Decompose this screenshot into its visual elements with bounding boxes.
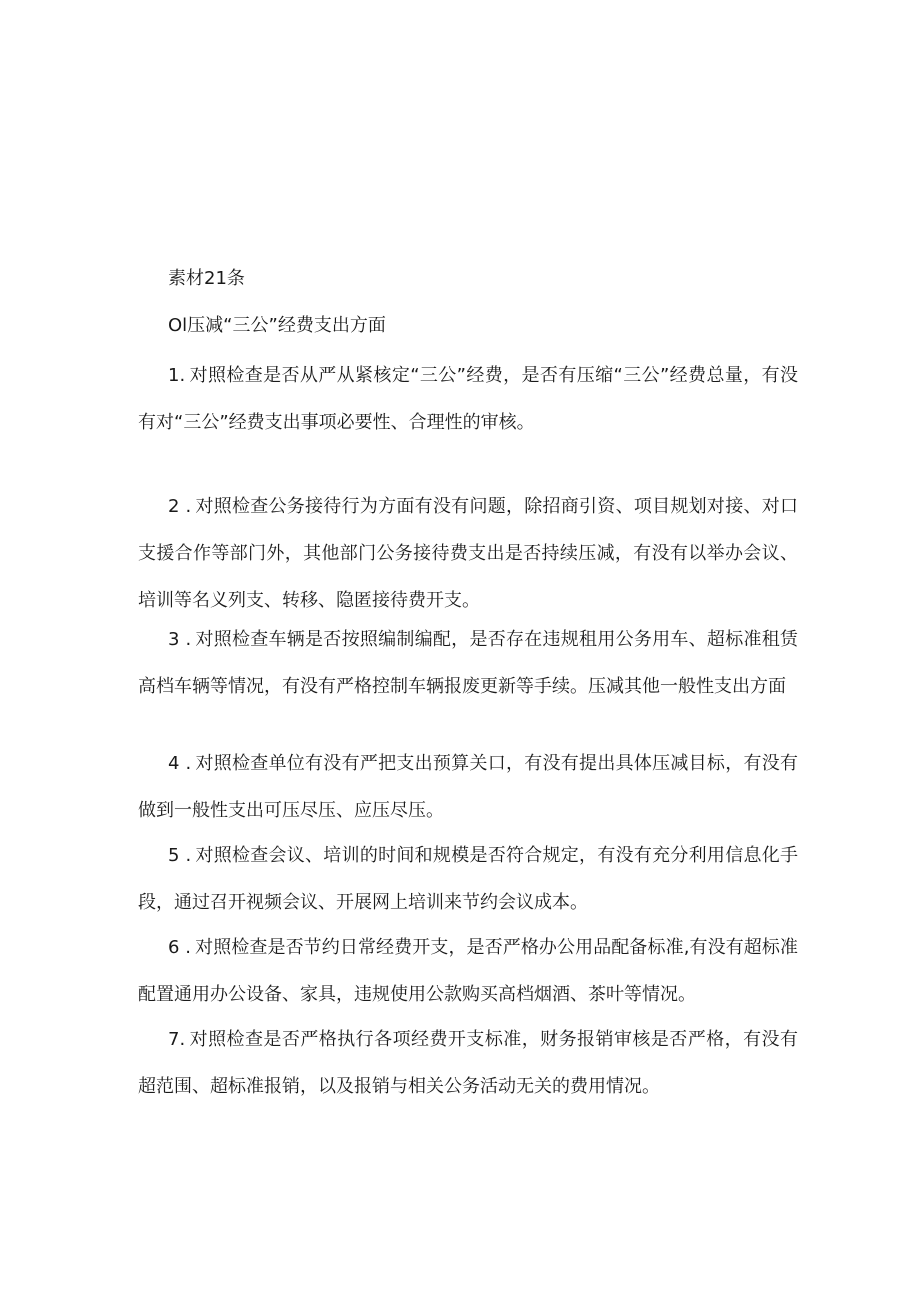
item-number: 2 . <box>168 496 192 517</box>
item-number: 1. <box>168 365 186 386</box>
item-text: 对照检查单位有没有严把支出预算关口，有没有提出具体压减目标，有没有做到一般性支出可压尽压、应压尽压。 <box>138 753 798 821</box>
list-item <box>138 1016 798 1110</box>
item-number: 7. <box>168 1029 186 1050</box>
item-text: 对照检查是否严格执行各项经费开支标准，财务报销审核是否严格，有没有超范围、超标准报销，以及报销与相关公务活动无关的费用情况。 <box>138 1029 798 1097</box>
list-item <box>138 616 798 710</box>
list-item <box>138 352 798 446</box>
item-number: 3 . <box>168 629 192 650</box>
list-item <box>138 483 798 624</box>
list-item <box>138 832 798 926</box>
document-title: 素材21条 <box>168 268 245 289</box>
item-number: 6 . <box>168 937 191 958</box>
list-item <box>138 924 798 1018</box>
item-text: 对照检查车辆是否按照编制编配，是否存在违规租用公务用车、超标准租赁高档车辆等情况，有没有严格控制车辆报废更新等手续。压减其他一般性支出方面 <box>138 629 798 697</box>
list-item <box>138 740 798 834</box>
item-number: 5 . <box>168 845 192 866</box>
item-text: 对照检查是否节约日常经费开支，是否严格办公用品配备标准,有没有超标准配置通用办公设备、家具，违规使用公款购买高档烟酒、茶叶等情况。 <box>138 937 798 1005</box>
section-heading: Ol压减“三公”经费支出方面 <box>168 315 386 336</box>
item-text: 对照检查会议、培训的时间和规模是否符合规定，有没有充分利用信息化手段，通过召开视频会议、开展网上培训来节约会议成本。 <box>138 845 798 913</box>
item-text: 对照检查公务接待行为方面有没有问题，除招商引资、项目规划对接、对口支援合作等部门外，其他部门公务接待费支出是否持续压减，有没有以举办会议、培训等名义列支、转移、隐匿接待费开支。 <box>138 496 798 611</box>
item-number: 4 . <box>168 753 192 774</box>
item-text: 对照检查是否从严从紧核定“三公”经费，是否有压缩“三公”经费总量，有没有对“三公”经费支出事项必要性、合理性的审核。 <box>138 365 798 433</box>
